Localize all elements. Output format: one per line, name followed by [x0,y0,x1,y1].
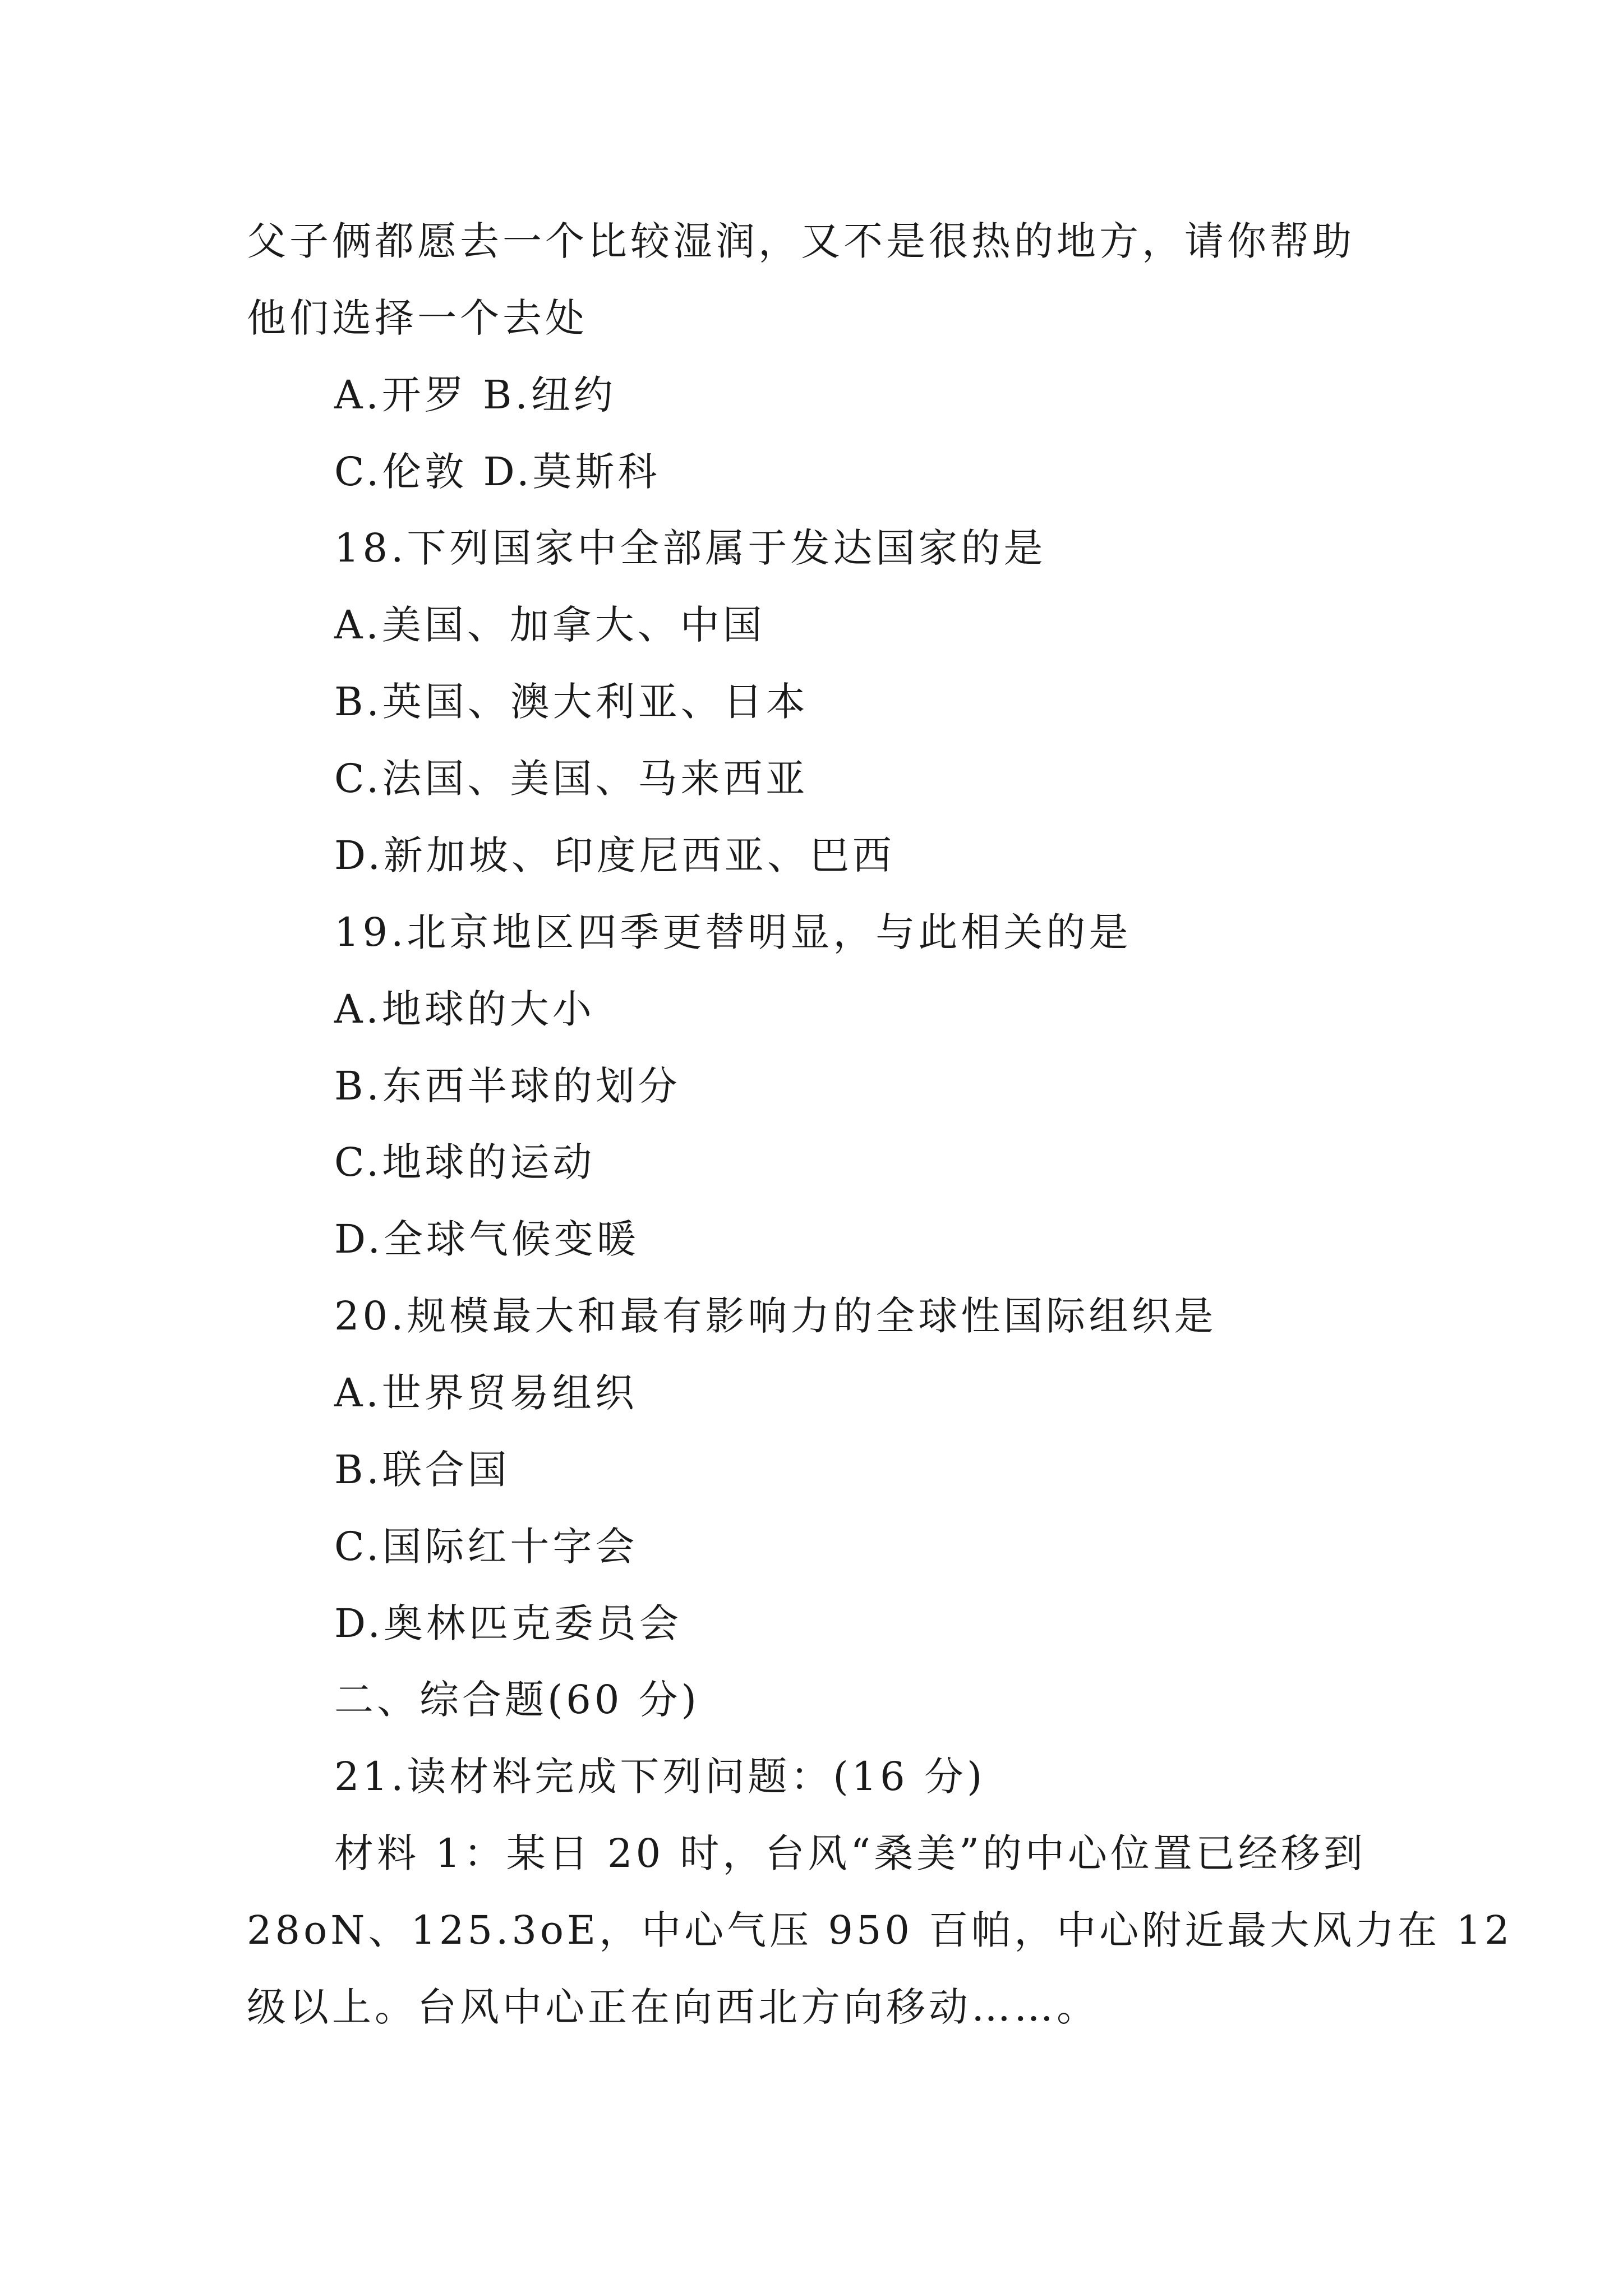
question-18: 18.下列国家中全部属于发达国家的是 [334,525,1046,571]
option-line: C.伦敦 D.莫斯科 [334,449,661,495]
text-line: 他们选择一个去处 [247,295,588,341]
option-line: A.美国、加拿大、中国 [334,602,766,648]
option-line: D.全球气候变暖 [334,1216,639,1262]
material-text: 材料 1：某日 20 时，台风“桑美”的中心位置已经移到 [334,1830,1366,1876]
material-text: 级以上。台风中心正在向西北方向移动……。 [247,1984,1099,2030]
option-line: A.地球的大小 [334,986,595,1032]
option-line: B.东西半球的划分 [334,1063,681,1109]
option-line: C.法国、美国、马来西亚 [334,756,809,802]
material-text: 28oN、125.3oE，中心气压 950 百帕，中心附近最大风力在 12 [247,1907,1513,1953]
option-line: A.开罗 B.纽约 [334,372,616,418]
option-line: A.世界贸易组织 [334,1370,638,1416]
option-line: C.地球的运动 [334,1139,596,1185]
option-line: C.国际红十字会 [334,1524,638,1570]
option-line: B.联合国 [334,1447,510,1493]
question-19: 19.北京地区四季更替明显，与此相关的是 [334,909,1132,955]
text-line: 父子俩都愿去一个比较湿润，又不是很热的地方，请你帮助 [247,218,1355,264]
option-line: D.奥林匹克委员会 [334,1600,682,1646]
option-line: D.新加坡、印度尼西亚、巴西 [334,832,895,878]
option-line: B.英国、澳大利亚、日本 [334,679,809,725]
section-heading: 二、综合题(60 分) [334,1677,700,1723]
question-21: 21.读材料完成下列问题：(16 分) [334,1754,986,1800]
question-20: 20.规模最大和最有影响力的全球性国际组织是 [334,1293,1217,1339]
